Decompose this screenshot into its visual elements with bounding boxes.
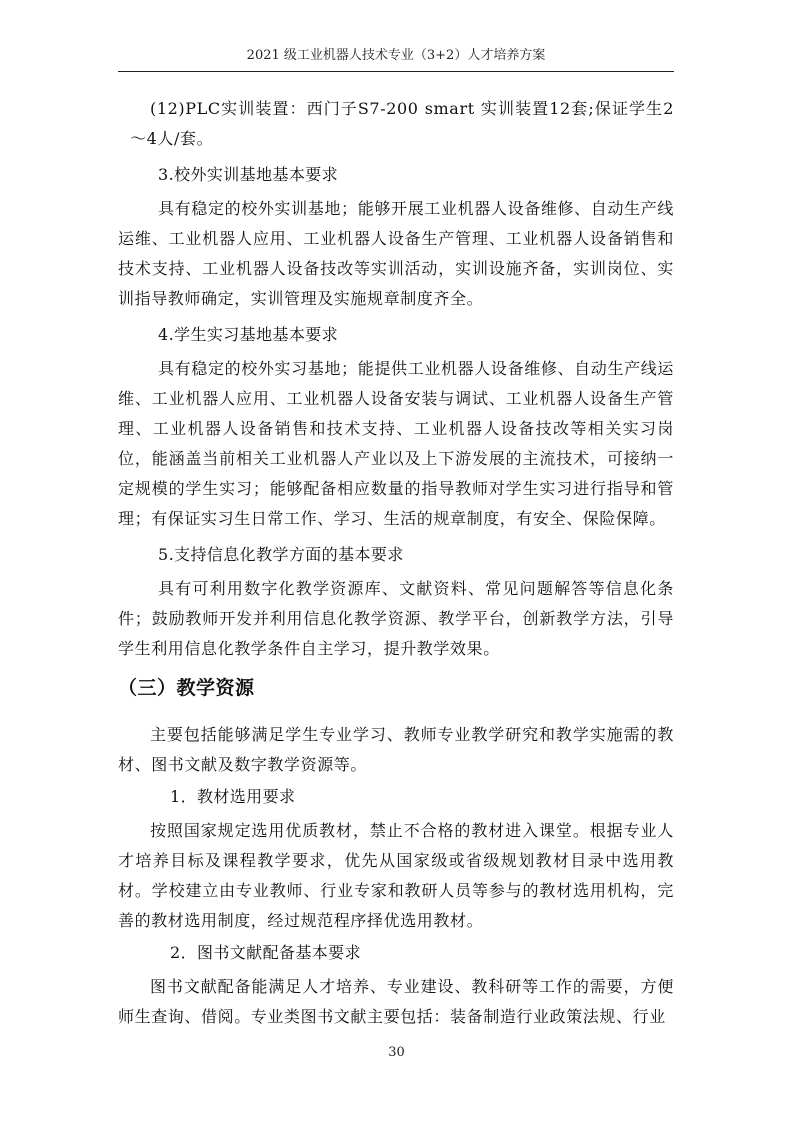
page-content xyxy=(118,94,674,1032)
paragraph-library-resources: 图书文献配备能满足人才培养、专业建设、教科研等工作的需要，方便师生查询、借阅。专业类图书文献主要包括：装备制造行业政策法规、行业 xyxy=(118,977,674,1026)
heading-informatization: 5.支持信息化教学方面的基本要求 xyxy=(158,545,404,564)
heading-textbook-selection: 1．教材选用要求 xyxy=(170,787,296,806)
paragraph-informatization: 具有可利用数字化教学资源库、文献资料、常见问题解答等信息化条件；鼓励教师开发并利用信息化教学资源、教学平台，创新教学方法，引导学生利用信息化教学条件自主学习，提升教学效果。 xyxy=(118,579,674,658)
page-number: 30 xyxy=(388,1045,405,1060)
section-teaching-resources: （三）教学资源 xyxy=(118,677,255,699)
item-12-plc: (12)PLC实训装置：西门子S7-200 smart 实训装置12套;保证学生2～4人/套。 xyxy=(130,99,674,148)
heading-library-resources: 2．图书文献配备基本要求 xyxy=(170,943,361,962)
paragraph-textbook-selection: 按照国家规定选用优质教材，禁止不合格的教材进入课堂。根据专业人才培养目标及课程教学要求，优先从国家级或省级规划教材目录中选用教材。学校建立由专业教师、行业专家和教研人员等参与的教材选用机构，完善的教材选用制度，经过规范程序择优选用教材。 xyxy=(118,821,674,930)
heading-internship-base: 4.学生实习基地基本要求 xyxy=(158,325,339,344)
header-rule xyxy=(118,71,674,72)
heading-offcampus-training: 3.校外实训基地基本要求 xyxy=(158,165,339,184)
paragraph-resources-intro: 主要包括能够满足学生专业学习、教师专业教学研究和教学实施需的教材、图书文献及数字教学资源等。 xyxy=(118,725,674,774)
running-header: 2021 级工业机器人技术专业（3+2）人才培养方案 xyxy=(246,48,546,63)
paragraph-internship-base: 具有稳定的校外实习基地；能提供工业机器人设备维修、自动生产线运维、工业机器人应用、工业机器人设备安装与调试、工业机器人设备生产管理、工业机器人设备销售和技术支持、工业机器人设备技改等相关实习岗位，能涵盖当前相关工业机器人产业以及上下游发展的主流技术，可接纳一定规模的学生实习；能够配备相应数量的指导教师对学生实习进行指导和管理；有保证实习生日常工作、学习、生活的规章制度，有安全、保险保障。 xyxy=(118,359,674,528)
paragraph-offcampus-training: 具有稳定的校外实训基地；能够开展工业机器人设备维修、自动生产线运维、工业机器人应用、工业机器人设备生产管理、工业机器人设备销售和技术支持、工业机器人设备技改等实训活动，实训设施齐备，实训岗位、实训指导教师确定，实训管理及实施规章制度齐全。 xyxy=(118,199,674,308)
